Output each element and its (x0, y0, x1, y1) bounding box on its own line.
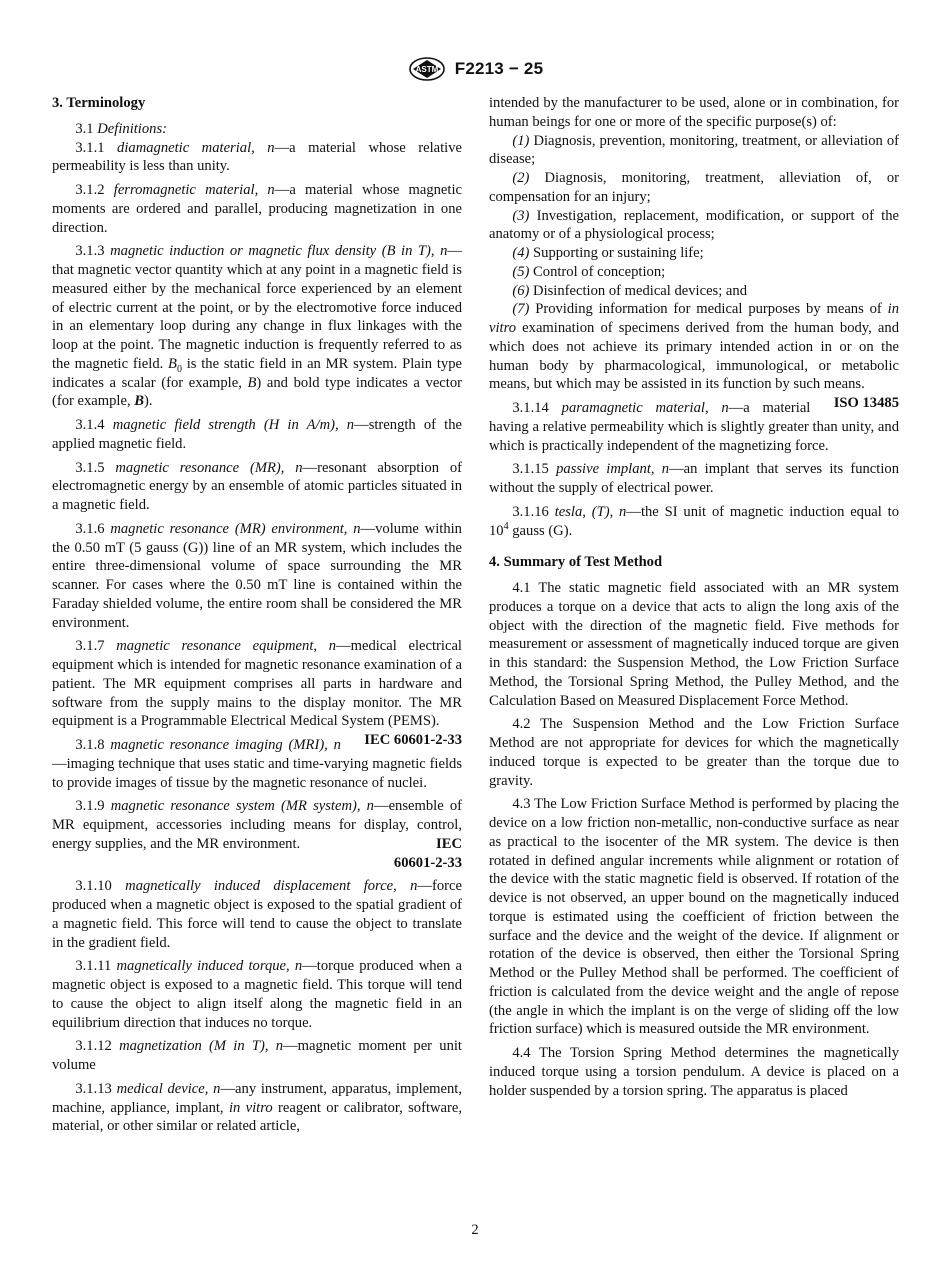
definition-3-1-7: 3.1.7 magnetic resonance equipment, n—medical electrical equipment which is intended for magnetic resonance examination of a patient. The MR equipment comprises all parts in hardware and software from the supply mains to the display monitor. The MR equipment is a Programmable Electrical Medical System (PEMS). IEC 60601-2-33 (52, 638, 462, 748)
paragraph-4-3: 4.3 The Low Friction Surface Method is performed by placing the device on a low friction non-metallic, non-conductive surface as near as practical to the isocenter of the MR system. The device is then rotated in defined angular increments while alignment or rotation of the device with the static magnetic field is observed. If rotation of the device is not observed, an upper bound on the magnetically induced torque is estimated using the coefficient of friction between the surface and the device and the weight of the device. If alignment or rotation of the device is observed, then either the Torsional Spring Method or the Pulley Method shall be performed. The coefficient of friction is calculated from the device weight and the angle of repose (the angle in which the implant is on the verge of sliding off the low friction surface) which is measured outside the MR environment. (489, 796, 899, 1038)
definition-3-1-13-continued: intended by the manufacturer to be used, alone or in combination, for human beings for one or more of the specific purpose(s) of: (489, 95, 899, 130)
left-column (52, 94, 462, 1141)
list-item: (5) Control of conception; (512, 263, 666, 280)
list-item: (6) Disinfection of medical devices; and (512, 282, 748, 299)
paragraph-4-1: 4.1 The static magnetic field associated with an MR system produces a torque on a device that acts to align the long axis of the object with the direction of the magnetic field. Five methods for measurement or assessment of magnetically induced torque are given in this standard: the Suspension Method, the Low Friction Surface Method, the Torsional Spring Method, the Pulley Method, and the Calculation Based on Measured Displacement Force Method. (489, 580, 899, 709)
right-column (489, 94, 899, 1105)
definition-3-1-4: 3.1.4 magnetic field strength (H in A/m), n—strength of the applied magnetic field. (52, 417, 462, 452)
definition-3-1-8: 3.1.8 magnetic resonance imaging (MRI), n—imaging technique that uses static and time-varying magnetic fields to provide images of tissue by the magnetic resonance of nuclei. (52, 737, 462, 791)
svg-text:ASTM: ASTM (415, 65, 439, 74)
definition-3-1-10: 3.1.10 magnetically induced displacement force, n—force produced when a magnetic object is exposed to the spatial gradient of a magnetic field. This force will tend to cause the object to translate in the gradient field. (52, 878, 462, 951)
reference-iec: IEC 60601-2-33 (364, 732, 462, 748)
definition-3-1-5: 3.1.5 magnetic resonance (MR), n—resonant absorption of electromagnetic energy by an ensemble of atomic particles situated in a magnetic field. (52, 459, 462, 513)
definition-3-1-14: 3.1.14 paramagnetic material, n—a material having a relative permeability which is slightly greater than unity, and which is practically independent of the magnetizing force. (489, 400, 899, 454)
definition-3-1: 3.1 Definitions: (75, 120, 167, 137)
section-4-title: 4. Summary of Test Method (489, 554, 663, 571)
paragraph-4-2: 4.2 The Suspension Method and the Low Friction Surface Method are not appropriate for devices for which the magnetically induced torque is expected to be greater than the torque due to gravity. (489, 716, 900, 789)
definition-3-1-3: 3.1.3 magnetic induction or magnetic flux density (B in T), n—that magnetic vector quantity which at any point in a magnetic field is measured either by the mechanical force experienced by an element of electric current at the point, or by the electromotive force induced in an elementary loop during any change in flux linkages with the loop at the point. The magnetic induction is frequently referred to as the magnetic field. $B_0$ is the static field in an MR system. Plain type indicates a scalar (for example, B) and bold type indicates a vector (for example, B). (52, 243, 462, 410)
definition-3-1-15: 3.1.15 passive implant, n—an implant that serves its function without the supply of electrical power. (489, 461, 899, 496)
list-item: (3) Investigation, replacement, modification, or support of the anatomy or of a physiological process; (489, 207, 899, 243)
paragraph-4-4: 4.4 The Torsion Spring Method determines the magnetically induced torque using a torsion pendulum. A device is placed on a holder suspended by a torsion spring. The apparatus is placed (489, 1045, 899, 1099)
definition-3-1-2: 3.1.2 ferromagnetic material, n—a material whose magnetic moments are ordered and parallel, producing magnetization in one direction. (52, 182, 462, 236)
astm-logo-icon (407, 57, 447, 81)
definition-3-1-6: 3.1.6 magnetic resonance (MR) environment, n—volume within the 0.50 mT (5 gauss (G)) line of an MR system, which includes the entire three-dimensional volume of space surrounding the MR scanner. For cases where the 0.50 mT line is contained within the Faraday shielded volume, the entire room shall be considered the MR environment. (52, 520, 462, 631)
definition-3-1-13: 3.1.13 medical device, n—any instrument, apparatus, implement, machine, appliance, implant, in vitro reagent or calibrator, software, material, or other similar or related article, (52, 1080, 463, 1135)
definition-3-1-12: 3.1.12 magnetization (M in T), n—magnetic moment per unit volume (52, 1038, 462, 1073)
list-item: (4) Supporting or sustaining life; (512, 245, 704, 261)
page-header (0, 56, 950, 82)
definition-3-1-16: 3.1.16 tesla, (T), n—the SI unit of magnetic induction equal to $10^4$ gauss (G). (489, 503, 899, 539)
list-item: (1) Diagnosis, prevention, monitoring, treatment, or alleviation of disease; (489, 132, 899, 168)
document-id: F2213 − 25 (454, 59, 544, 78)
list-item: (7) Providing information for medical purposes by means of in vitro examination of specimens derived from the human body, and which does not achieve its primary intended action in or on the human body by pharmacological, immunological, or metabolic means, but which may be assisted in its function by such means. ISO 13485 (489, 301, 899, 411)
definition-3-1-11: 3.1.11 magnetically induced torque, n—torque produced when a magnetic object is exposed to a magnetic field. This torque will tend to cause the object to align itself along the magnetic field in an equilibrium direction that induces no torque. (52, 958, 463, 1031)
definition-3-1-1: 3.1.1 diamagnetic material, n—a material whose relative permeability is less than unity. (52, 139, 462, 175)
section-3-title: 3. Terminology (52, 95, 146, 111)
list-item: (2) Diagnosis, monitoring, treatment, alleviation of, or compensation for an injury; (489, 170, 899, 205)
page-number: 2 (471, 1222, 479, 1238)
definition-3-1-9: 3.1.9 magnetic resonance system (MR system), n—ensemble of MR equipment, accessories including means for display, control, energy supplies, and the MR environment. IEC (52, 798, 462, 852)
reference-iso: ISO 13485 (833, 395, 899, 411)
reference-iec-number: 60601-2-33 (393, 854, 462, 871)
reference-iec: IEC (436, 835, 462, 852)
